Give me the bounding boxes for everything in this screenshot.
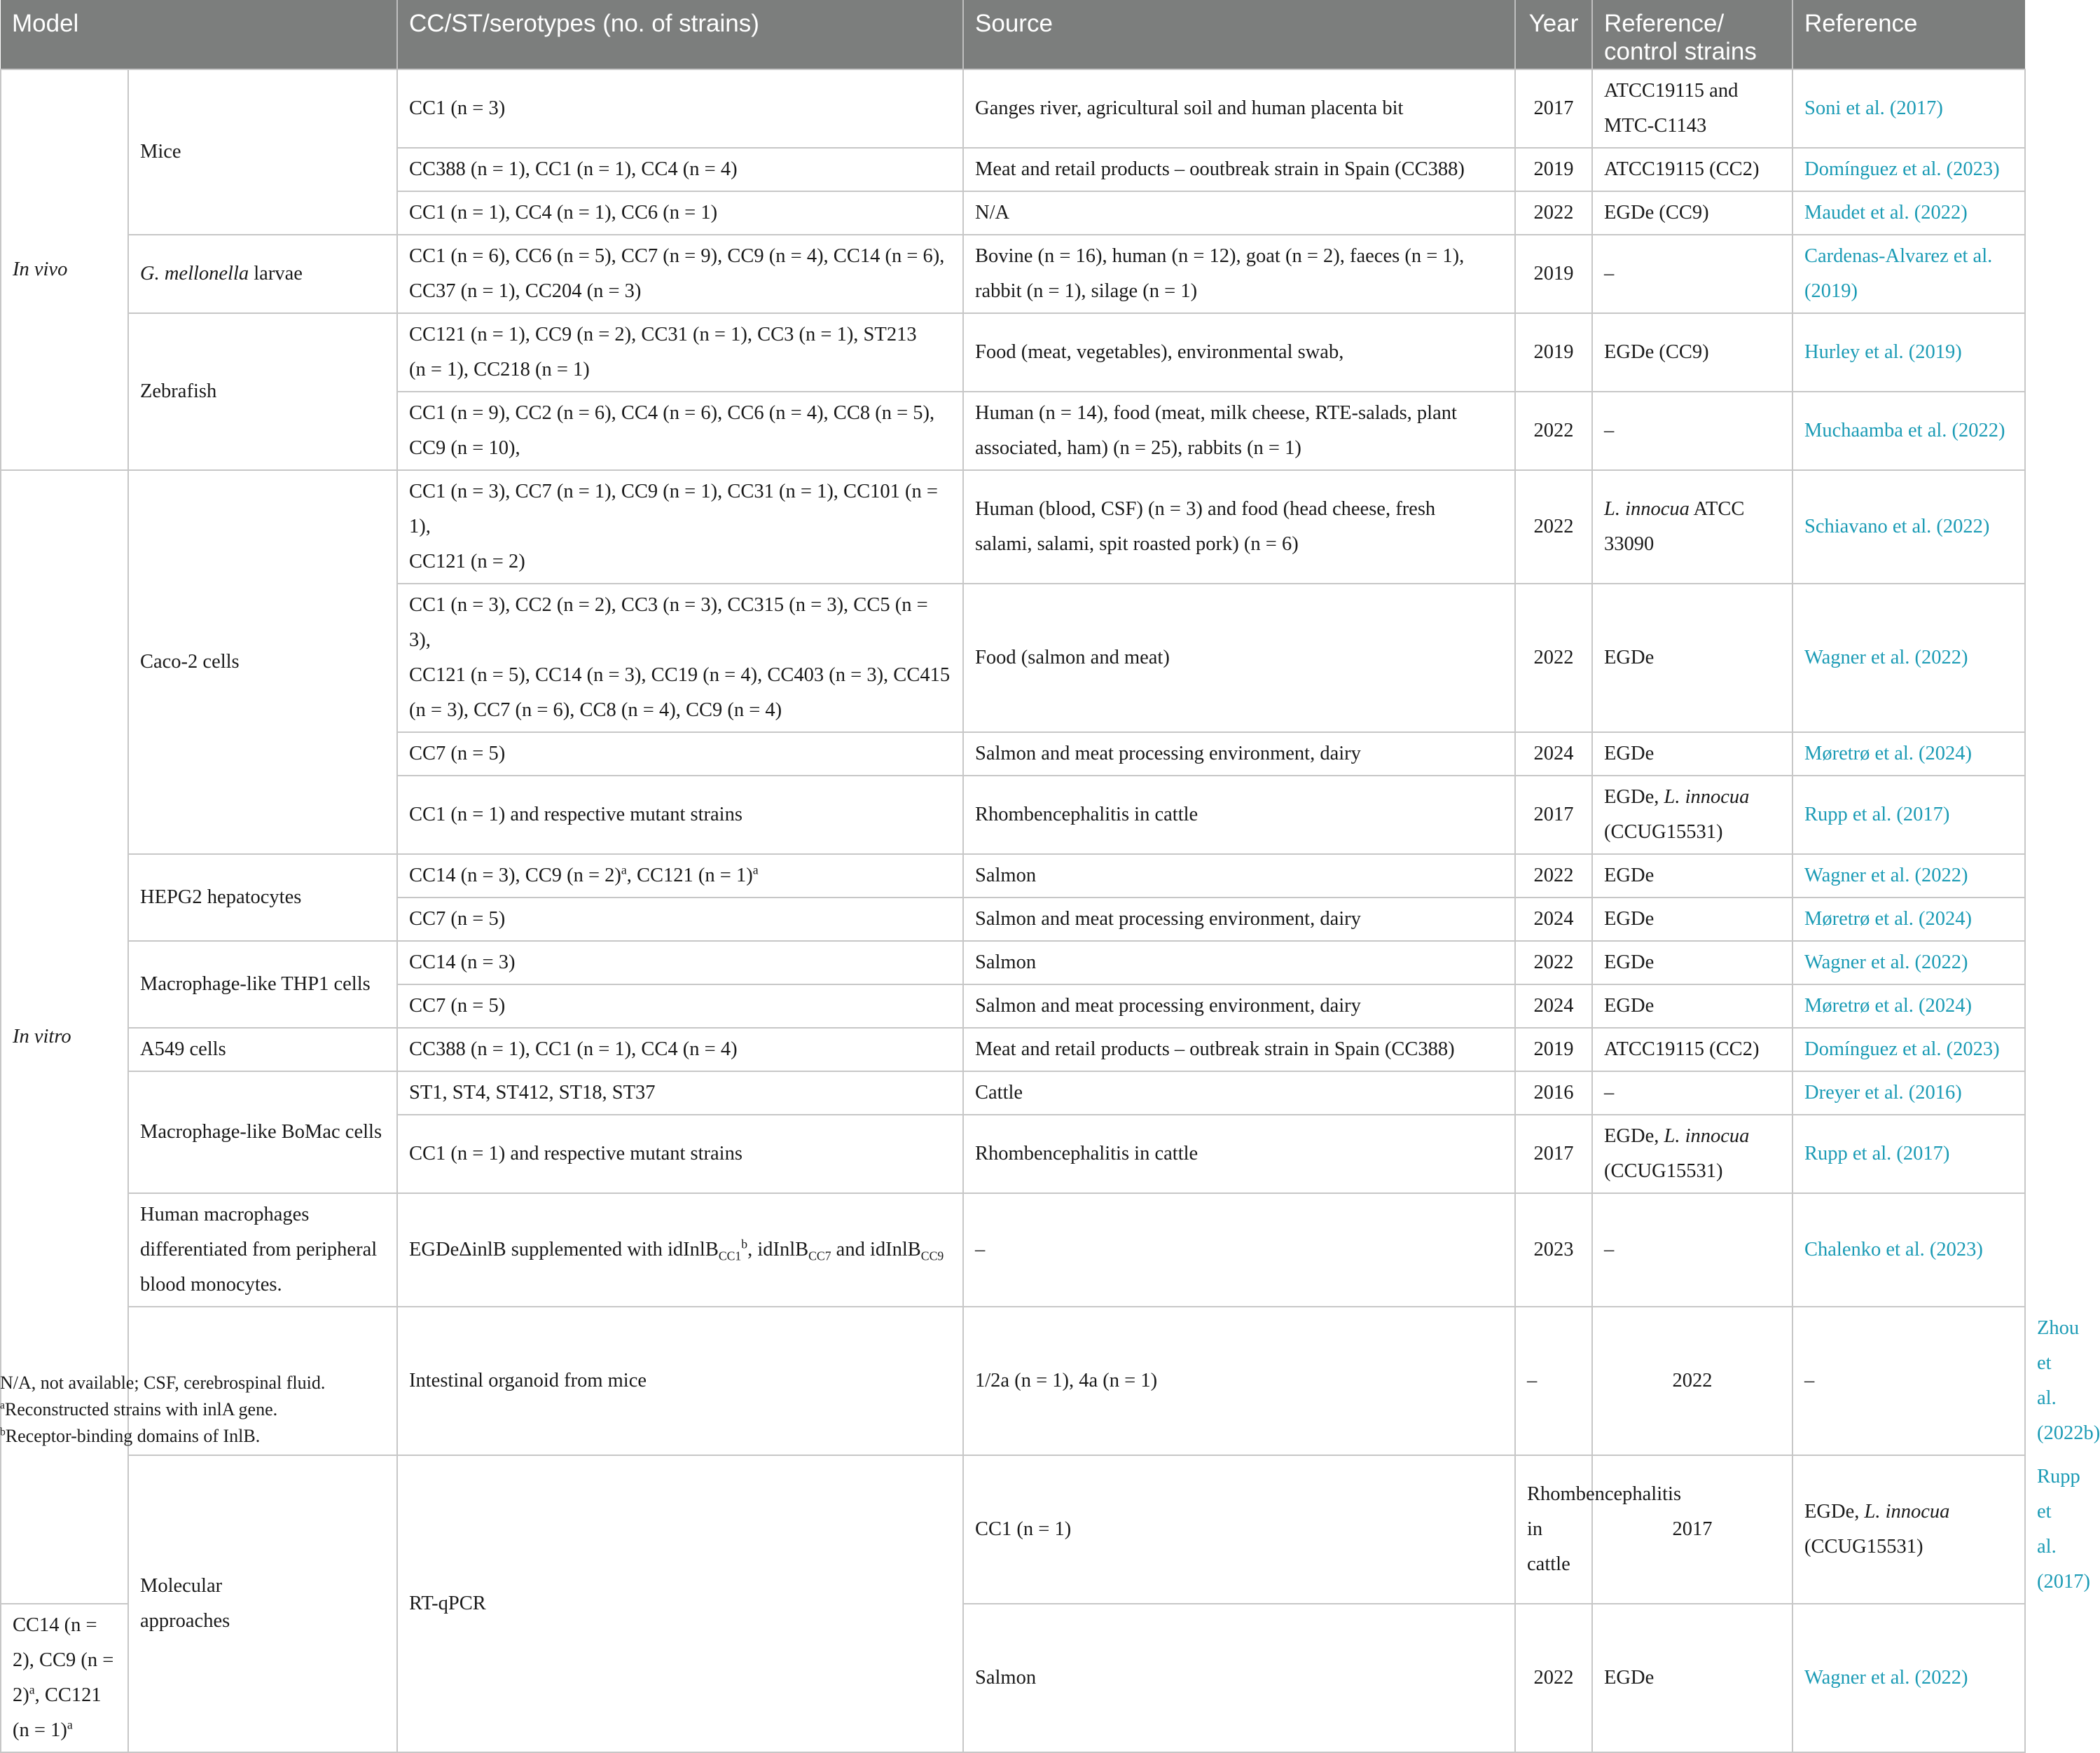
group-in-vitro: In vitro [1, 470, 128, 1604]
reference-link[interactable]: Domínguez et al. (2023) [1792, 1028, 2025, 1071]
cc-cell: CC1 (n = 9), CC2 (n = 6), CC4 (n = 6), CC6 (n = 4), CC8 (n = 5), CC9 (n = 10), [397, 392, 963, 470]
control-cell: – [1592, 1071, 1792, 1115]
cc-cell: CC1 (n = 3), CC2 (n = 2), CC3 (n = 3), CC315 (n = 3), CC5 (n = 3), CC121 (n = 5), CC14 (n = 3), CC19 (n = 4), CC403 (n = 3), CC415 (n = 3), CC7 (n = 6), CC8 (n = 4), CC9 (n = 4) [397, 584, 963, 732]
year-cell: 2016 [1515, 1071, 1592, 1115]
source-cell: Salmon [963, 941, 1515, 984]
year-cell: 2017 [1592, 1455, 1792, 1604]
year-cell: 2022 [1515, 191, 1592, 235]
reference-link[interactable]: Møretrø et al. (2024) [1792, 984, 2025, 1028]
year-cell: 2019 [1515, 148, 1592, 191]
control-cell: – [1792, 1307, 2025, 1455]
year-cell: 2019 [1515, 235, 1592, 313]
footnote-a: $^a$Reconstructed strains with inlA gene. [0, 1399, 278, 1419]
source-cell: Meat and retail products – outbreak strain in Spain (CC388) [963, 1028, 1515, 1071]
control-cell: ATCC19115 (CC2) [1592, 148, 1792, 191]
source-cell: Ganges river, agricultural soil and human placenta bit [963, 69, 1515, 148]
control-cell: EGDe, L. innocua (CCUG15531) [1592, 776, 1792, 854]
footnote-b: $^b$Receptor-binding domains of InlB. [0, 1426, 261, 1446]
table-row [1, 470, 2025, 584]
source-cell: Salmon and meat processing environment, dairy [963, 984, 1515, 1028]
model-organoid: Intestinal organoid from mice [397, 1307, 963, 1455]
cc-cell: 1/2a (n = 1), 4a (n = 1) [963, 1307, 1515, 1455]
source-cell: Food (salmon and meat) [963, 584, 1515, 732]
control-cell: EGDe [1592, 984, 1792, 1028]
year-cell: 2022 [1515, 941, 1592, 984]
year-cell: 2022 [1515, 1604, 1592, 1752]
year-cell: 2022 [1515, 854, 1592, 898]
source-cell: Bovine (n = 16), human (n = 12), goat (n = 2), faeces (n = 1), rabbit (n = 1), silage (n = 1) [963, 235, 1515, 313]
header-control-strains: Reference/ control strains [1592, 0, 1792, 69]
reference-link[interactable]: Rupp et al. (2017) [1792, 776, 2025, 854]
cc-cell: CC388 (n = 1), CC1 (n = 1), CC4 (n = 4) [397, 148, 963, 191]
control-cell: EGDe [1592, 1604, 1792, 1752]
source-cell: Food (meat, vegetables), environmental swab, [963, 313, 1515, 392]
cc-cell: CC7 (n = 5) [397, 984, 963, 1028]
reference-link[interactable]: Wagner et al. (2022) [1792, 1604, 2025, 1752]
control-cell: – [1592, 1193, 1792, 1307]
table-row [1, 69, 2025, 148]
year-cell: 2024 [1515, 898, 1592, 941]
source-cell: Rhombencephalitis in cattle [963, 1115, 1515, 1193]
footnote-na: N/A, not available; CSF, cerebrospinal fluid. [0, 1373, 326, 1393]
cc-cell: CC14 (n = 2), CC9 (n = 2)$^a$, CC121 (n = 1)$^a$ [1, 1604, 128, 1752]
reference-link[interactable]: Maudet et al. (2022) [1792, 191, 2025, 235]
reference-link[interactable]: Møretrø et al. (2024) [1792, 898, 2025, 941]
header-reference: Reference [1792, 0, 2025, 69]
control-cell: ATCC19115 (CC2) [1592, 1028, 1792, 1071]
reference-link[interactable]: Chalenko et al. (2023) [1792, 1193, 2025, 1307]
reference-link[interactable]: Wagner et al. (2022) [1792, 584, 2025, 732]
source-cell: Meat and retail products – ooutbreak strain in Spain (CC388) [963, 148, 1515, 191]
year-cell: 2019 [1515, 313, 1592, 392]
source-cell: Rhombencephalitis in cattle [1515, 1455, 1592, 1604]
year-cell: 2022 [1515, 470, 1592, 584]
year-cell: 2017 [1515, 776, 1592, 854]
control-cell: EGDe [1592, 898, 1792, 941]
cc-cell: CC14 (n = 3) [397, 941, 963, 984]
control-cell: ATCC19115 and MTC-C1143 [1592, 69, 1792, 148]
table-row: Intestinal organoid from mice 1/2a (n = 1), 4a (n = 1) – 2022 – Zhou et al. (2022b) [1, 1307, 2025, 1455]
cc-cell: CC1 (n = 1) and respective mutant strains [397, 776, 963, 854]
source-cell: Salmon and meat processing environment, dairy [963, 898, 1515, 941]
source-cell: Cattle [963, 1071, 1515, 1115]
year-cell: 2022 [1592, 1307, 1792, 1455]
reference-link[interactable]: Schiavano et al. (2022) [1792, 470, 2025, 584]
group-in-vivo: In vivo [1, 69, 128, 470]
year-cell: 2017 [1515, 1115, 1592, 1193]
table-row [1, 235, 2025, 313]
reference-link[interactable]: Hurley et al. (2019) [1792, 313, 2025, 392]
header-cc: CC/ST/serotypes (no. of strains) [397, 0, 963, 69]
cc-cell: CC121 (n = 1), CC9 (n = 2), CC31 (n = 1), CC3 (n = 1), ST213 (n = 1), CC218 (n = 1) [397, 313, 963, 392]
source-cell: Salmon and meat processing environment, dairy [963, 732, 1515, 776]
footnotes [0, 1370, 325, 1450]
reference-link[interactable]: Cardenas-Alvarez et al. (2019) [1792, 235, 2025, 313]
source-cell: – [1515, 1307, 1592, 1455]
table-row [1, 854, 2025, 898]
reference-link[interactable]: Rupp et al. (2017) [1792, 1115, 2025, 1193]
control-cell: – [1592, 392, 1792, 470]
header-row [1, 0, 2025, 69]
cc-cell: CC1 (n = 6), CC6 (n = 5), CC7 (n = 9), CC9 (n = 4), CC14 (n = 6), CC37 (n = 1), CC204 (n = 3) [397, 235, 963, 313]
year-cell: 2019 [1515, 1028, 1592, 1071]
cc-cell: CC1 (n = 1) and respective mutant strains [397, 1115, 963, 1193]
model-g-mellonella: G. mellonella larvae [128, 235, 397, 313]
header-source: Source [963, 0, 1515, 69]
reference-link[interactable]: Domínguez et al. (2023) [1792, 148, 2025, 191]
group-molecular: Molecular approaches [128, 1455, 397, 1752]
year-cell: 2022 [1515, 584, 1592, 732]
control-cell: EGDe, L. innocua (CCUG15531) [1592, 1115, 1792, 1193]
model-hepg2: HEPG2 hepatocytes [128, 854, 397, 941]
model-thp1: Macrophage-like THP1 cells [128, 941, 397, 1028]
cc-cell: CC1 (n = 3) [397, 69, 963, 148]
table-row [1, 1028, 2025, 1071]
cc-cell: EGDeΔinlB supplemented with idInlB$_{CC1}^b$, idInlB$_{CC7}$ and idInlB$_{CC9}$ [397, 1193, 963, 1307]
cc-cell: CC7 (n = 5) [397, 898, 963, 941]
table-row [1, 941, 2025, 984]
year-cell: 2023 [1515, 1193, 1592, 1307]
header-model: Model [1, 0, 397, 69]
header-year: Year [1515, 0, 1592, 69]
cc-cell: CC1 (n = 1), CC4 (n = 1), CC6 (n = 1) [397, 191, 963, 235]
source-cell: N/A [963, 191, 1515, 235]
model-bomac: Macrophage-like BoMac cells [128, 1071, 397, 1193]
control-cell: EGDe (CC9) [1592, 191, 1792, 235]
cc-cell: ST1, ST4, ST412, ST18, ST37 [397, 1071, 963, 1115]
model-human-macrophages: Human macrophages differentiated from peripheral blood monocytes. [128, 1193, 397, 1307]
control-cell: L. innocua ATCC 33090 [1592, 470, 1792, 584]
source-cell: Salmon [963, 1604, 1515, 1752]
reference-link[interactable]: Møretrø et al. (2024) [1792, 732, 2025, 776]
year-cell: 2024 [1515, 984, 1592, 1028]
reference-link[interactable]: Muchaamba et al. (2022) [1792, 392, 2025, 470]
cc-cell: CC14 (n = 3), CC9 (n = 2)$^a$, CC121 (n = 1)$^a$ [397, 854, 963, 898]
source-cell: Salmon [963, 854, 1515, 898]
cc-cell: CC1 (n = 3), CC7 (n = 1), CC9 (n = 1), CC31 (n = 1), CC101 (n = 1), CC121 (n = 2) [397, 470, 963, 584]
source-cell: – [963, 1193, 1515, 1307]
model-caco2: Caco-2 cells [128, 470, 397, 854]
reference-link[interactable]: Wagner et al. (2022) [1792, 854, 2025, 898]
model-a549: A549 cells [128, 1028, 397, 1071]
model-rt-qpcr: RT-qPCR [397, 1455, 963, 1752]
source-cell: Human (n = 14), food (meat, milk cheese, RTE-salads, plant associated, ham) (n = 25), rabbits (n = 1) [963, 392, 1515, 470]
control-cell: EGDe [1592, 584, 1792, 732]
control-cell: – [1592, 235, 1792, 313]
source-cell: Rhombencephalitis in cattle [963, 776, 1515, 854]
table-row [1, 313, 2025, 392]
control-cell: EGDe [1592, 854, 1792, 898]
reference-link[interactable]: Wagner et al. (2022) [1792, 941, 2025, 984]
cc-cell: CC1 (n = 1) [963, 1455, 1515, 1604]
reference-link[interactable]: Soni et al. (2017) [1792, 69, 2025, 148]
source-cell: Human (blood, CSF) (n = 3) and food (head cheese, fresh salami, salami, spit roasted pork) (n = 6) [963, 470, 1515, 584]
model-mice: Mice [128, 69, 397, 235]
cc-cell: CC7 (n = 5) [397, 732, 963, 776]
control-cell: EGDe [1592, 732, 1792, 776]
control-cell: EGDe, L. innocua (CCUG15531) [1792, 1455, 2025, 1604]
cc-cell: CC388 (n = 1), CC1 (n = 1), CC4 (n = 4) [397, 1028, 963, 1071]
table-row: Molecular approaches RT-qPCR CC1 (n = 1) Rhombencephalitis in cattle 2017 EGDe, L. innocua (CCUG15531) Rupp et al. (2017) [1, 1455, 2025, 1604]
reference-link[interactable]: Dreyer et al. (2016) [1792, 1071, 2025, 1115]
control-cell: EGDe [1592, 941, 1792, 984]
table-row [1, 1071, 2025, 1115]
year-cell: 2017 [1515, 69, 1592, 148]
year-cell: 2024 [1515, 732, 1592, 776]
table-row [1, 1193, 2025, 1307]
model-zebrafish: Zebrafish [128, 313, 397, 470]
year-cell: 2022 [1515, 392, 1592, 470]
control-cell: EGDe (CC9) [1592, 313, 1792, 392]
